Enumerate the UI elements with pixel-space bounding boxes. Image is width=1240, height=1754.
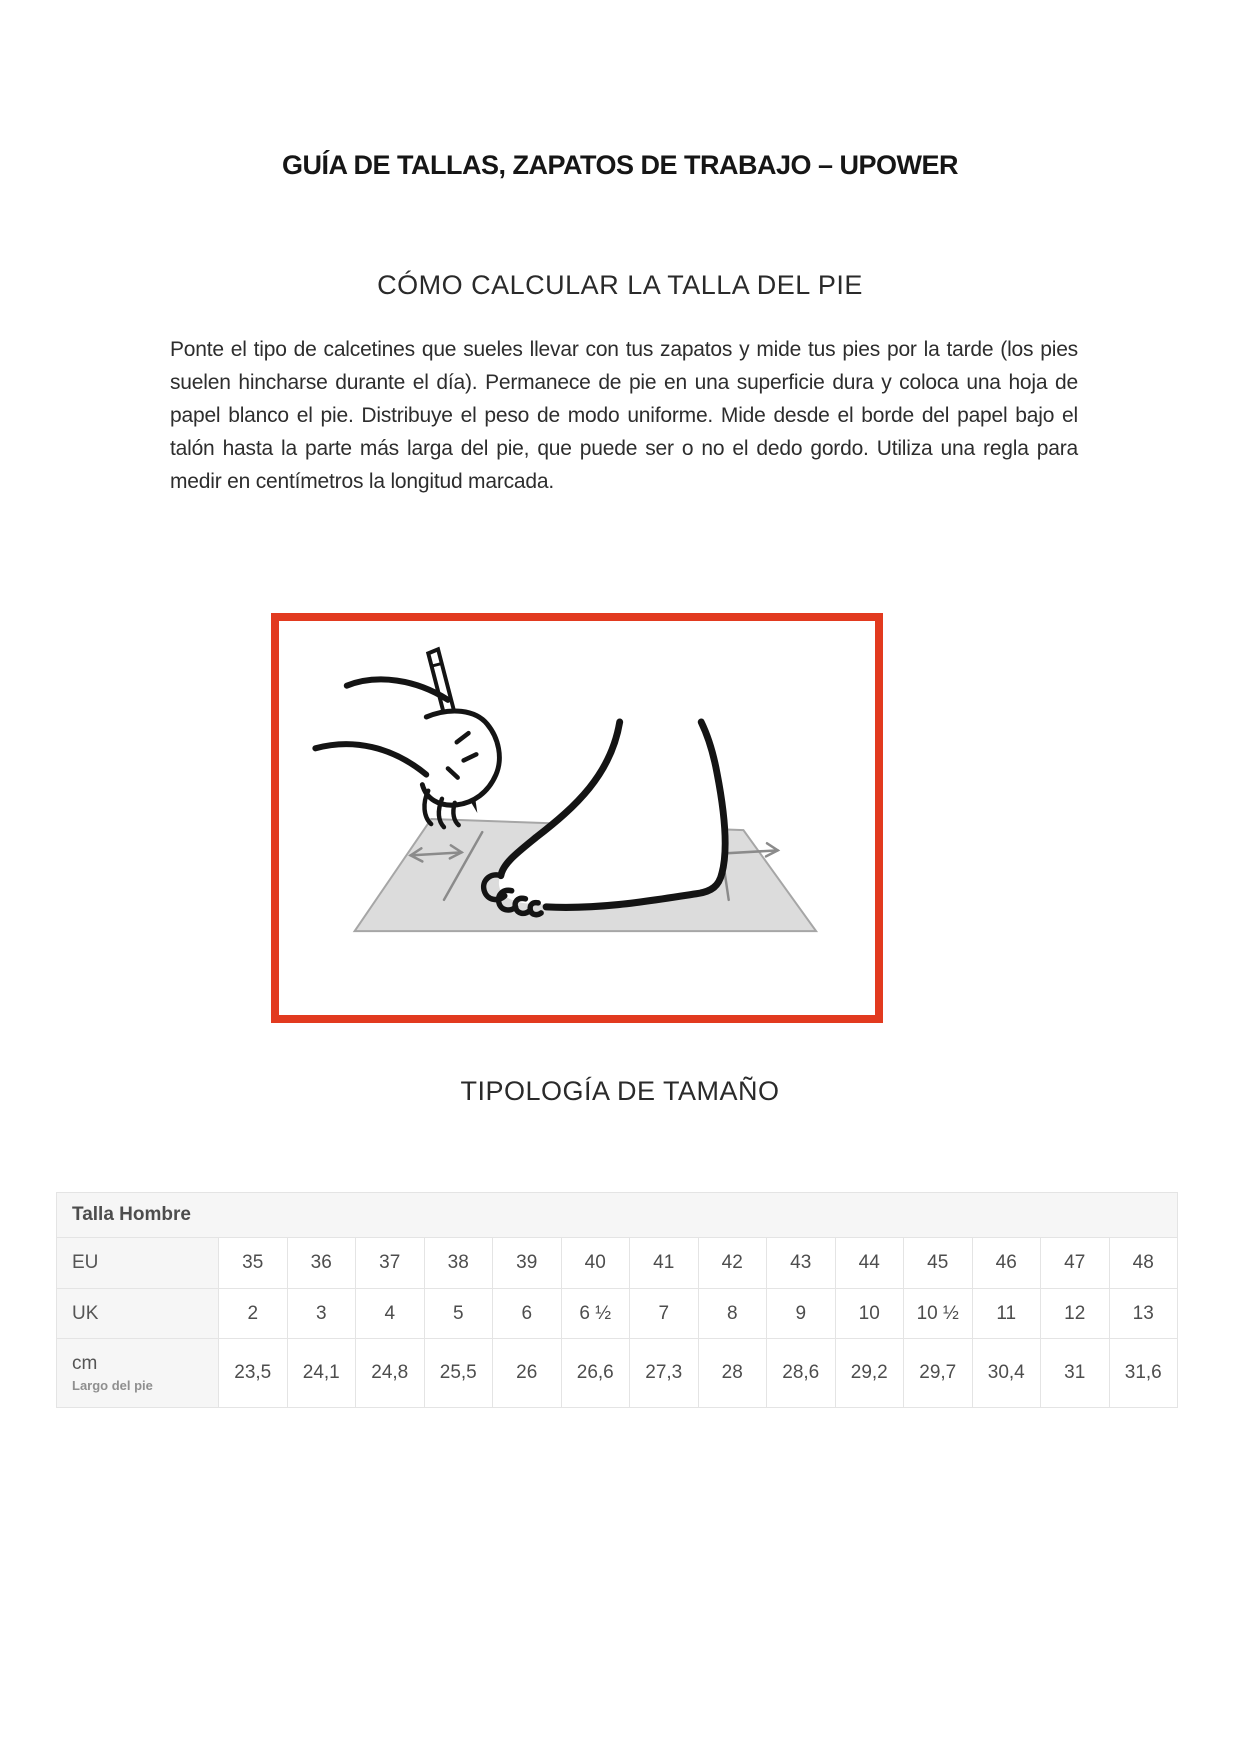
size-table-body [57,1193,1178,1408]
size-value-cell: 35 [219,1238,288,1289]
row-label-cm [57,1339,219,1408]
size-table-title: Talla Hombre [57,1193,1178,1238]
size-value-cell: 24,8 [356,1339,425,1408]
size-value-cell: 10 ½ [904,1289,973,1339]
size-value-cell: 23,5 [219,1339,288,1408]
size-value-cell: 30,4 [972,1339,1041,1408]
size-value-cell: 2 [219,1289,288,1339]
size-value-cell: 29,2 [835,1339,904,1408]
size-value-cell: 29,7 [904,1339,973,1408]
size-value-cell: 27,3 [630,1339,699,1408]
row-label-text: UK [72,1302,99,1324]
hand-shape [315,679,499,827]
size-value-cell: 42 [698,1238,767,1289]
size-value-cell: 31,6 [1109,1339,1178,1408]
size-value-cell: 11 [972,1289,1041,1339]
size-value-cell: 36 [287,1238,356,1289]
size-value-cell: 8 [698,1289,767,1339]
intro-paragraph: Ponte el tipo de calcetines que sueles llevar con tus zapatos y mide tus pies por la tarde (los pies suelen hincharse durante el día). Permanece de pie en una superficie dura y coloca una hoja de papel blanco el pie. Distribuye el peso de modo uniforme. Mide desde el borde del papel bajo el talón hasta la parte más larga del pie, que puede ser o no el dedo gordo. Utiliza una regla para medir en centímetros la longitud marcada. [170,338,1078,493]
foot-measurement-illustration [279,621,875,1015]
size-value-cell: 44 [835,1238,904,1289]
section-heading-tipologia: TIPOLOGÍA DE TAMAÑO [460,1076,780,1106]
size-value-cell: 47 [1041,1238,1110,1289]
size-value-cell: 39 [493,1238,562,1289]
size-value-cell: 48 [1109,1238,1178,1289]
foot-measurement-figure [271,613,883,1023]
row-sublabel-text: Largo del pie [72,1378,153,1393]
size-value-cell: 45 [904,1238,973,1289]
size-value-cell: 3 [287,1289,356,1339]
size-value-cell: 24,1 [287,1339,356,1408]
row-label-uk [57,1289,219,1339]
size-value-cell: 43 [767,1238,836,1289]
size-value-cell: 37 [356,1238,425,1289]
size-value-cell: 4 [356,1289,425,1339]
size-value-cell: 38 [424,1238,493,1289]
size-value-cell: 25,5 [424,1339,493,1408]
size-table-row-uk [57,1289,1178,1339]
size-table-row-cm [57,1339,1178,1408]
size-value-cell: 26,6 [561,1339,630,1408]
size-value-cell: 41 [630,1238,699,1289]
foot-shape [484,722,725,915]
size-value-cell: 10 [835,1289,904,1339]
size-value-cell: 28 [698,1339,767,1408]
row-label-text: EU [72,1252,99,1273]
size-table-container [56,1192,1178,1408]
page-title: GUÍA DE TALLAS, ZAPATOS DE TRABAJO – UPOWER [281,150,959,180]
row-label-eu [57,1238,219,1289]
size-value-cell: 12 [1041,1289,1110,1339]
size-table-row-eu [57,1238,1178,1289]
size-table [56,1192,1178,1408]
size-table-header-row [57,1193,1178,1238]
size-value-cell: 26 [493,1339,562,1408]
size-value-cell: 5 [424,1289,493,1339]
size-value-cell: 6 [493,1289,562,1339]
row-label-text: cm [72,1353,98,1374]
size-value-cell: 7 [630,1289,699,1339]
size-value-cell: 31 [1041,1339,1110,1408]
section-heading-como-calcular-talla: CÓMO CALCULAR LA TALLA DEL PIE [377,270,863,300]
size-value-cell: 40 [561,1238,630,1289]
size-value-cell: 9 [767,1289,836,1339]
size-value-cell: 46 [972,1238,1041,1289]
size-value-cell: 6 ½ [561,1289,630,1339]
size-value-cell: 13 [1109,1289,1178,1339]
size-value-cell: 28,6 [767,1339,836,1408]
